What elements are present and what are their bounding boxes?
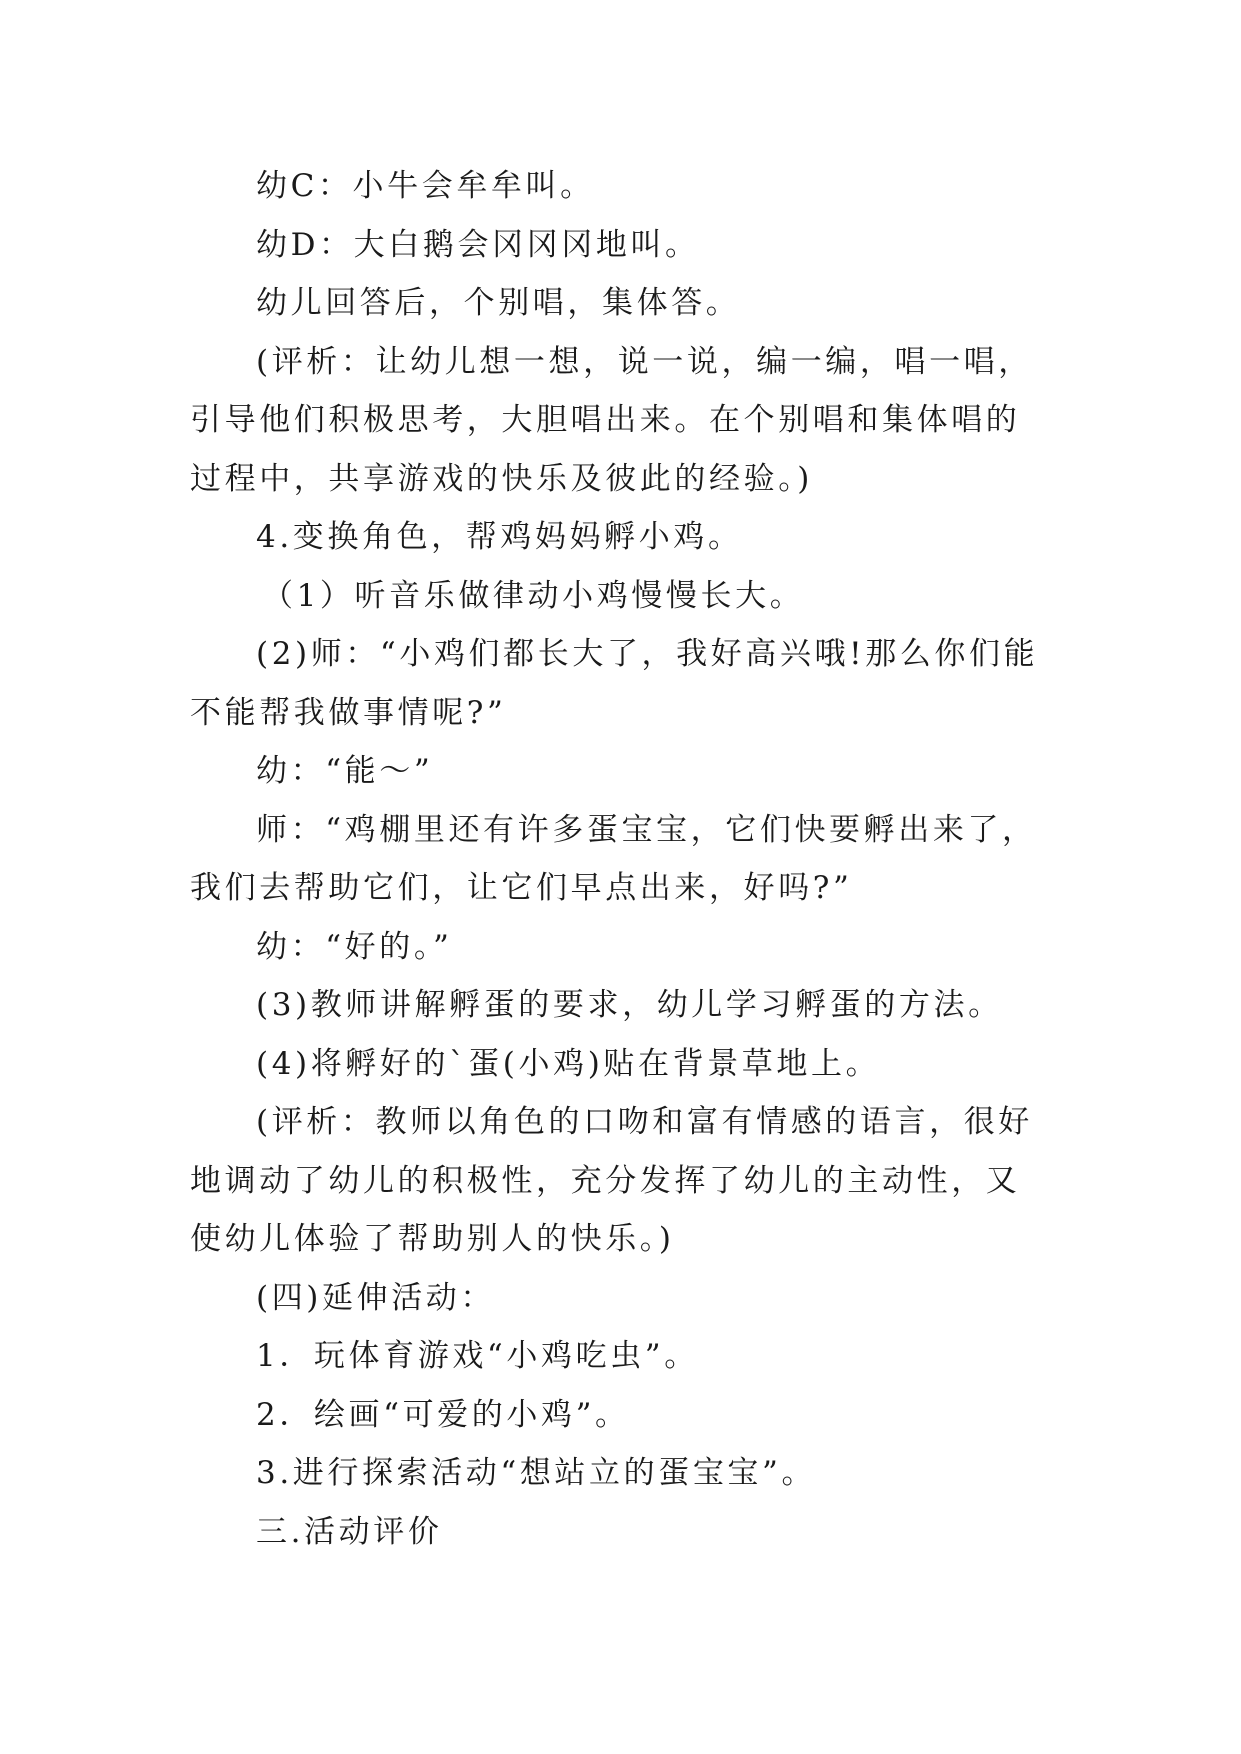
paragraph-step-4-3: (3)教师讲解孵蛋的要求，幼儿学习孵蛋的方法。 <box>256 987 1003 1023</box>
section-extension-activities: (四)延伸活动： <box>256 1279 495 1316</box>
list-item-extension-1: 1．玩体育游戏“小鸡吃虫”。 <box>256 1338 699 1374</box>
paragraph-teacher-line: 师：“鸡棚里还有许多蛋宝宝，它们快要孵出来了，我们去帮助它们，让它们早点出来，好吗?” <box>190 811 1037 906</box>
section-activity-evaluation: 三.活动评价 <box>256 1513 443 1550</box>
paragraph-step-4-4: (4)将孵好的`蛋(小鸡)贴在背景草地上。 <box>256 1045 881 1082</box>
paragraph-child-d-answer: 幼D：大白鹅会冈冈冈地叫。 <box>256 226 700 263</box>
paragraph-commentary-1: (评析：让幼儿想一想，说一说，编一编，唱一唱，引导他们积极思考，大胆唱出来。在个别唱和集体唱的过程中，共享游戏的快乐及彼此的经验。) <box>190 343 1033 497</box>
list-item-extension-3: 3.进行探索活动“想站立的蛋宝宝”。 <box>256 1455 817 1491</box>
paragraph-group-singing: 幼儿回答后，个别唱，集体答。 <box>256 285 741 321</box>
paragraph-child-c-answer: 幼C：小牛会牟牟叫。 <box>256 168 595 204</box>
paragraph-commentary-2: (评析：教师以角色的口吻和富有情感的语言，很好地调动了幼儿的积极性，充分发挥了幼儿的主动性，又使幼儿体验了帮助别人的快乐。) <box>190 1104 1033 1257</box>
paragraph-step-4: 4.变换角色，帮鸡妈妈孵小鸡。 <box>256 519 743 555</box>
paragraph-child-reply-1: 幼：“能～” <box>256 753 434 789</box>
paragraph-child-reply-2: 幼：“好的。” <box>256 928 453 965</box>
list-item-extension-2: 2．绘画“可爱的小鸡”。 <box>256 1396 630 1433</box>
paragraph-step-4-1: （1）听音乐做律动小鸡慢慢长大。 <box>262 577 805 614</box>
document-body <box>190 157 1050 1561</box>
paragraph-step-4-2: (2)师：“小鸡们都长大了，我好高兴哦!那么你们能不能帮我做事情呢?” <box>190 636 1039 731</box>
